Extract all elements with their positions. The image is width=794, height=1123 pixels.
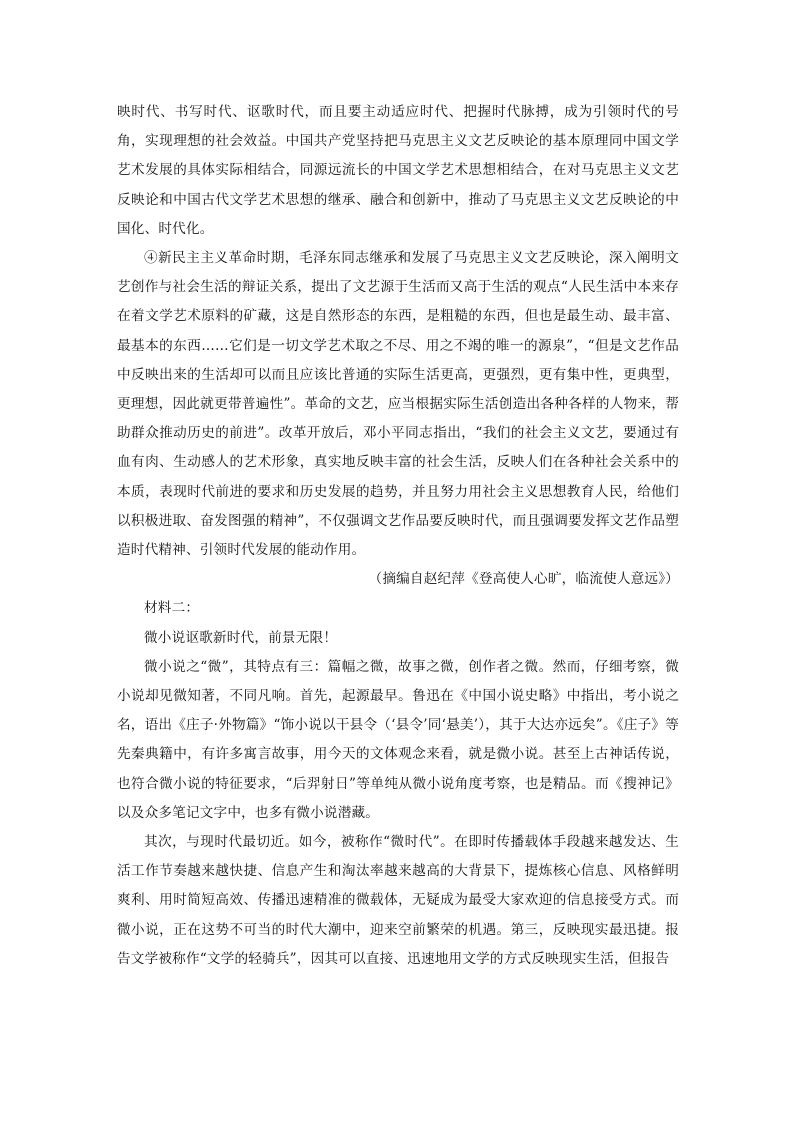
- article-body: [117, 98, 679, 974]
- material-two-heading: 微小说讴歌新时代，前景无限！: [144, 629, 338, 646]
- paragraph-micro-fiction-features: 微小说之“微”，其特点有三：篇幅之微，故事之微，创作者之微。然而，仔细考察，微小说却见微知著，不同凡响。首先，起源最早。鲁迅在《中国小说史略》中指出，考小说之名，语出《庄子·外物篇》“饰小说以干县令（‘县令’同‘悬美’），其于大达亦远矣”。《庄子》等先秦典籍中，有许多寓言故事，用今天的文体观念来看，就是微小说。甚至上古神话传说，也符合微小说的特征要求，“后羿射日”等单纯从微小说角度考察，也是精品。而《搜神记》以及众多笔记文字中，也多有微小说潜藏。: [117, 658, 679, 821]
- paragraph-micro-era: 其次，与现时代最切近。如今，被称作“微时代”。在即时传播载体手段越来越发达、生活工作节奏越来越快捷、信息产生和淘汰率越来越高的大背景下，提炼核心信息、风格鲜明爽利、用时简短高效、传播迅速精准的微载体，无疑成为最受大家欢迎的信息接受方式。而微小说，正在这势不可当的时代大潮中，迎来空前繁荣的机遇。第三，反映现实最迅捷。报告文学被称作“文学的轻骑兵”，因其可以直接、迅速地用文学的方式反映现实生活，但报告: [117, 834, 679, 967]
- material-two-label: 材料二：: [144, 600, 200, 617]
- paragraph-continued: 映时代、书写时代、讴歌时代，而且要主动适应时代、把握时代脉搏，成为引领时代的号角，实现理想的社会效益。中国共产党坚持把马克思主义文艺反映论的基本原理同中国文学艺术发展的具体实际相结合，同源远流长的中国文学艺术思想相结合，在对马克思主义文艺反映论和中国古代文学艺术思想的继承、融合和创新中，推动了马克思主义文艺反映论的中国化、时代化。: [117, 104, 679, 237]
- source-citation: （摘编自赵纪萍《登高使人心旷，临流使人意远》）: [368, 571, 679, 588]
- paragraph-section-4: ④新民主主义革命时期，毛泽东同志继承和发展了马克思主义文艺反映论，深入阐明文艺创作与社会生活的辩证关系，提出了文艺源于生活而又高于生活的观点“人民生活中本来存在着文学艺术原料的矿藏，这是自然形态的东西，是粗糙的东西，但也是最生动、最丰富、最基本的东西……它们是一切文学艺术取之不尽、用之不竭的唯一的源泉”，“但是文艺作品中反映出来的生活却可以而且应该比普通的实际生活更高，更强烈，更有集中性，更典型，更理想，因此就更带普遍性”。革命的文艺，应当根据实际生活创造出各种各样的人物来，帮助群众推动历史的前进”。改革开放后，邓小平同志指出，“我们的社会主义文艺，要通过有血有肉、生动感人的艺术形象，真实地反映丰富的社会生活，反映人们在各种社会关系中的本质，表现时代前进的要求和历史发展的趋势，并且努力用社会主义思想教育人民，给他们以积极进取、奋发图强的精神”，不仅强调文艺作品要反映时代，而且强调要发挥文艺作品塑造时代精神、引领时代发展的能动作用。: [117, 250, 679, 559]
